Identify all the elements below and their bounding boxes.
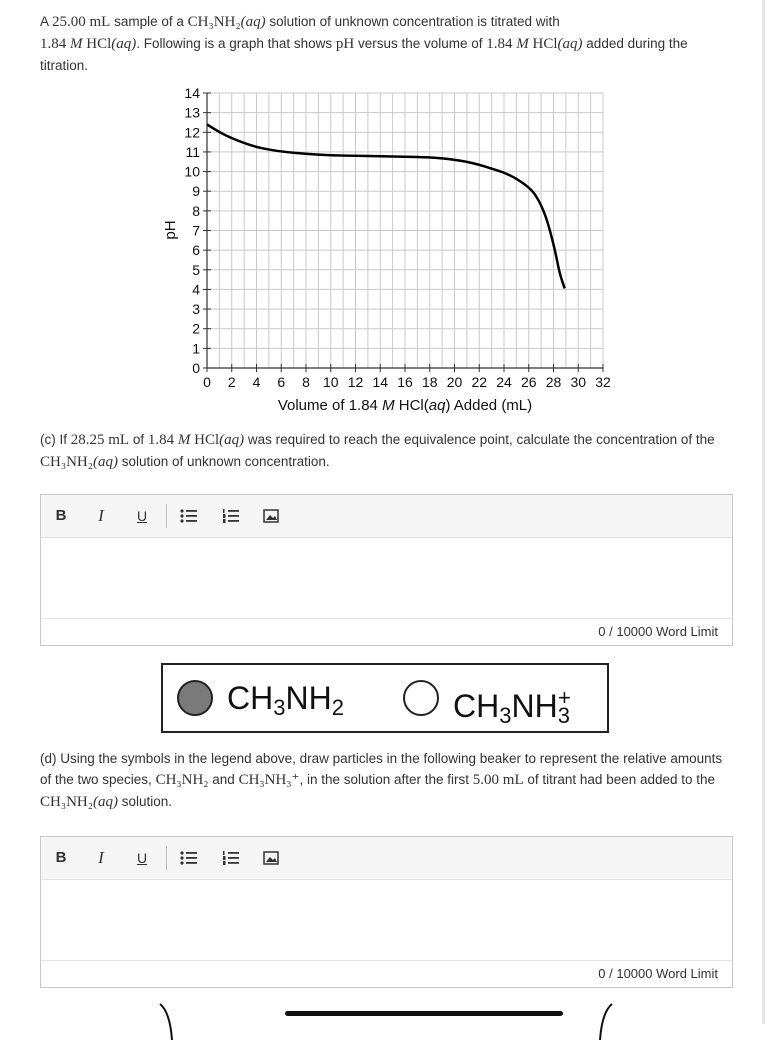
x-tick-label: 10 [322, 374, 339, 390]
y-tick-label: 12 [184, 124, 200, 141]
bullet-list-icon [180, 508, 198, 524]
word-count: 0 / 10000 Word Limit [598, 966, 718, 981]
italic-button[interactable]: I [98, 848, 104, 867]
x-tick-label: 22 [471, 374, 488, 390]
bullet-list-button[interactable] [179, 505, 199, 527]
chart-axes [203, 93, 603, 372]
answer-editor-c[interactable] [40, 494, 733, 646]
y-tick-label: 3 [192, 301, 200, 318]
y-tick-label: 14 [184, 85, 200, 101]
question-part-d: (d) Using the symbols in the legend above, draw particles in the following beaker to represent the relative amounts of the two species, CH₃NH₂ and CH₃NH₃⁺, in the solution after the first 5.00 mL of titrant had been added to the CH₃NH₂(aq) solution. [40, 751, 723, 810]
editor-text-area[interactable] [41, 538, 732, 618]
titration-curve [207, 124, 565, 288]
y-tick-label: 11 [185, 143, 200, 160]
x-tick-labels [203, 374, 611, 390]
legend-label-ch3nh2: $CH_3NH_2$ [227, 680, 344, 720]
x-tick-label: 32 [595, 374, 611, 390]
question-intro: A 25.00 mL sample of a CH₃NH₂(aq) solution of unknown concentration is titrated with 1.84 M HCl(aq). Following is a graph that shows pH versus the volume of 1.84 M HCl(aq) added during the titration. [40, 14, 688, 73]
x-tick-label: 0 [203, 374, 211, 390]
editor-footer [41, 618, 732, 645]
y-tick-label: 7 [192, 222, 200, 239]
x-tick-label: 14 [372, 374, 389, 390]
x-tick-label: 20 [446, 374, 463, 390]
y-tick-label: 6 [192, 242, 200, 259]
y-tick-label: 2 [192, 320, 200, 337]
bold-button[interactable]: B [55, 507, 67, 524]
bullet-list-button[interactable] [179, 847, 199, 869]
y-tick-label: 1 [192, 340, 200, 357]
x-tick-label: 26 [520, 374, 537, 390]
x-tick-label: 24 [496, 374, 512, 390]
numbered-list-icon [222, 508, 240, 524]
x-tick-label: 30 [570, 374, 587, 390]
x-tick-label: 28 [545, 374, 562, 390]
x-tick-label: 4 [252, 374, 261, 390]
italic-button[interactable]: I [98, 506, 104, 525]
open-circle-icon [403, 680, 439, 716]
underline-button[interactable]: U [136, 850, 148, 866]
editor-text-area[interactable] [41, 880, 732, 960]
editor-toolbar [41, 495, 732, 538]
question-part-c: (c) If 28.25 mL of 1.84 M HCl(aq) was required to reach the equivalence point, calculate the concentration of the CH₃NH₂(aq) solution of unknown concentration. [40, 432, 715, 470]
chart-grid [207, 93, 603, 368]
y-tick-label: 13 [184, 104, 200, 121]
numbered-list-button[interactable] [221, 847, 241, 869]
x-axis-label: Volume of 1.84 M HCl(aq) Added (mL) [277, 397, 533, 414]
x-tick-label: 18 [421, 374, 438, 390]
x-tick-label: 8 [302, 374, 310, 390]
answer-editor-d[interactable] [40, 836, 733, 988]
home-indicator[interactable] [285, 1011, 563, 1016]
image-icon [263, 509, 279, 523]
y-tick-label: 9 [192, 183, 200, 200]
toolbar-divider [166, 846, 167, 870]
y-tick-label: 5 [192, 261, 200, 278]
insert-image-button[interactable] [261, 847, 281, 869]
editor-toolbar [41, 837, 732, 880]
x-tick-label: 16 [397, 374, 413, 390]
x-tick-label: 12 [347, 374, 364, 390]
y-tick-label: 4 [192, 281, 200, 298]
x-tick-label: 2 [227, 374, 236, 390]
x-tick-label: 6 [277, 374, 286, 390]
filled-circle-icon [177, 680, 213, 716]
bold-button[interactable]: B [55, 849, 67, 866]
editor-footer [41, 960, 732, 987]
y-tick-label: 0 [192, 360, 200, 376]
y-tick-label: 8 [192, 202, 200, 219]
image-icon [263, 851, 279, 865]
word-count: 0 / 10000 Word Limit [598, 624, 718, 639]
numbered-list-icon [222, 850, 240, 866]
numbered-list-button[interactable] [221, 505, 241, 527]
titration-chart [140, 78, 630, 423]
y-tick-label: 10 [184, 163, 200, 180]
beaker-left-edge [158, 1000, 178, 1040]
beaker-right-edge [596, 1000, 616, 1040]
particle-legend [161, 663, 609, 733]
y-axis-label: pH [162, 220, 179, 240]
y-tick-labels [184, 85, 200, 376]
underline-button[interactable]: U [136, 508, 148, 524]
bullet-list-icon [180, 850, 198, 866]
toolbar-divider [166, 504, 167, 528]
insert-image-button[interactable] [261, 505, 281, 527]
legend-label-ch3nh3-plus: $CH_3NH_3^+$ [453, 685, 571, 728]
